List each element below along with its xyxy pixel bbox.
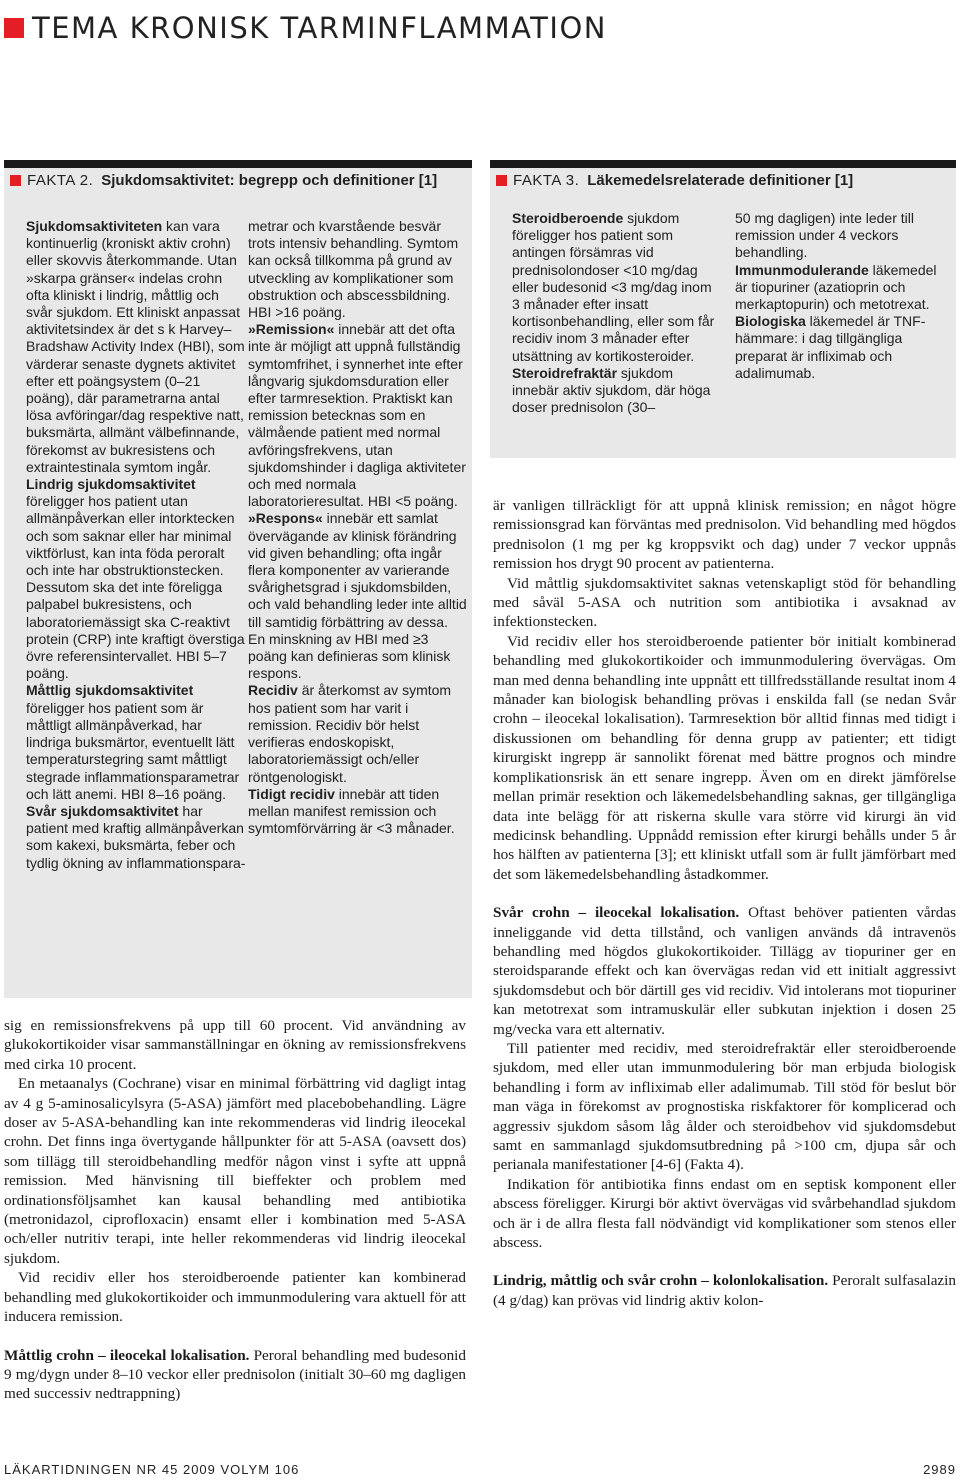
paragraph-text: innebär att tiden mellan manifest remission och symtomförvärring är <3 månader. (248, 785, 455, 837)
paragraph (26, 218, 246, 476)
fakta-2-column-1 (26, 218, 246, 872)
fakta-3-heading (490, 168, 956, 192)
fakta-3-column-2 (735, 210, 943, 382)
paragraph (248, 218, 468, 321)
paragraph (4, 1346, 466, 1404)
paragraph-text: Oftast behöver patienten vårdas inneliggande vid detta tillstånd, och vanligen används då intravenös behandling med högdos glukokortikoider. Tillägg av tiopuriner ger en steroidsparande effekt och kan övervägas redan vid ett initialt aggressivt sjukdomsdebut och bör därtill ges vid recidiv. Vid intolerans mot tiopuriner kan metotrexat som intramuskulär eller subkutan injektion i dosen 25 mg/vecka vara ett alternativ. (493, 904, 956, 1038)
paragraph (735, 262, 943, 314)
paragraph-lead: Biologiska (735, 313, 806, 330)
paragraph-text: läkemedel är TNF-hämmare: i dag tillgängliga preparat är infliximab och adalimumab. (735, 313, 926, 381)
paragraph (493, 632, 956, 884)
fakta-2-column-2 (248, 218, 468, 837)
paragraph-text: har patient med kraftig allmänpåverkan som kakexi, buksmärta, feber och tydlig ökning av inflammationspara- (26, 802, 246, 871)
paragraph-text: är återkomst av symtom hos patient som har varit i remission. Recidiv bör helst verifieras endoskopiskt, laboratoriemässigt och/eller röntgenologiskt. (248, 682, 452, 785)
paragraph-lead: Sjukdomsaktiviteten (26, 218, 163, 234)
paragraph-text: sig en remissionsfrekvens på upp till 60 procent. Vid användning av glukokortikoider visar sammanställningar en ökning av remissionsfrekvens med cirka 10 procent. (4, 1017, 466, 1073)
page-number: 2989 (923, 1462, 956, 1477)
paragraph (493, 1175, 956, 1253)
paragraph-text: Peroral behandling med budesonid 9 mg/dygn under 8–10 veckor eller prednisolon (initialt 30–60 mg dagligen med successiv nedtrappning) (4, 1346, 466, 1403)
paragraph (735, 313, 943, 382)
paragraph (26, 476, 246, 682)
paragraph (248, 786, 468, 838)
paragraph (26, 682, 246, 802)
paragraph-text: innebär att det ofta inte är möjligt att uppnå fullständig symtomfrihet, i synnerhet inte efter långvarig sjukdomsduration eller efter tarmresektion. Praktiskt kan remission betecknas som en välmående patient med normal avföringsfrekvens, utan sjukdomshinder i dagliga aktiviteter och med normala laboratorieresultat. HBI <5 poäng. (248, 321, 466, 510)
paragraph-text: sjukdom innebär aktiv sjukdom, där höga doser prednisolon (30– (512, 364, 711, 416)
red-square-icon (4, 18, 24, 38)
fakta-3-box (490, 160, 956, 458)
fakta-3-column-1 (512, 210, 718, 416)
fakta-3-label: FAKTA 3. (513, 171, 580, 189)
paragraph-text: föreligger hos patient utan allmänpåverkan eller intorktecken och som saknar eller har minimal viktförlust, kan inta föda peroralt och inte har obstruktionstecken. Dessutom ska det inte föreligga palpabel bukresistens, och laboratoriemässigt ska C-reaktivt protein (CRP) inte kraftigt överstiga övre referensintervallet. HBI 5–7 poäng. (26, 493, 245, 682)
paragraph-lead: Svår crohn – ileocekal lokalisation. (493, 904, 740, 922)
body-text-left (4, 1016, 466, 1404)
paragraph (493, 574, 956, 632)
paragraph (248, 510, 468, 682)
paragraph-text: Vid recidiv eller hos steroidberoende patienter kan kombinerad behandling med glukokortikoider och immunmodulering vara aktuell för att inducera remission. (4, 1269, 466, 1326)
paragraph (493, 496, 956, 574)
paragraph-lead: »Remission« (248, 321, 335, 338)
paragraph-lead: Måttlig crohn – ileocekal lokalisation. (4, 1346, 250, 1364)
paragraph-text: En metaanalys (Cochrane) visar en minimal förbättring vid dagligt intag av 4 g 5-aminosalicylsyra (5-ASA) jämfört med placebobehandling. Lägre doser av 5-ASA-behandling kan inte rekommenderas vid lindrig ileocekal crohn. Det finns inga övertygande hållpunkter för att 5-ASA (oavsett dos) som tillägg till steroidbehandling medför någon vinst i syfte att uppnå remission. Med hänvisning till bieffekter och problem med ordinationsföljsamhet kan kausal behandling med antibiotika (metronidazol, ciprofloxacin) ensamt eller i kombination med 5-ASA och/eller nutritiv terapi, inte heller rekommenderas vid lindrig ileocekal sjukdom. (4, 1075, 466, 1267)
paragraph (4, 1074, 466, 1268)
paragraph-lead: »Respons« (248, 510, 323, 527)
paragraph-text: är vanligen tillräckligt för att uppnå klinisk remission; en något högre remissionsgrad kan förväntas med prednisolon. Vid behandling med högdos prednisolon (1 mg per kg kroppsvikt och dag) under 7 veckor uppnås remission hos drygt 90 procent av patienterna. (493, 497, 956, 573)
paragraph (26, 803, 246, 872)
paragraph-lead: Tidigt recidiv (248, 785, 335, 802)
body-text-right (493, 496, 956, 1310)
page-title: TEMA KRONISK TARMINFLAMMATION (32, 11, 607, 45)
paragraph (735, 210, 943, 262)
red-square-icon (10, 175, 21, 186)
paragraph (4, 1016, 466, 1074)
paragraph-text: Vid måttlig sjukdomsaktivitet saknas vetenskapligt stöd för behandling med såväl 5-ASA och nutrition som antibiotika i avsaknad av infektionstecken. (493, 574, 956, 631)
paragraph-text: sjukdom föreligger hos patient som antingen försämras vid prednisolondoser <10 mg/dag eller budesonid <3 mg/dag inom 3 månader efter insatt kortisonbehandling, eller som får recidiv inom 3 månader efter utsättning av kortikosteroider. (512, 210, 715, 364)
fakta-2-box (4, 160, 472, 998)
paragraph-text: kan vara kontinuerlig (kroniskt aktiv crohn) eller skovvis återkommande. Utan »skarpa gränser« indelas crohn ofta kliniskt i lindrig, måttlig och svår sjukdom. Ett kliniskt anpassat aktivitetsindex är det s k Harvey–Bradshaw Activity Index (HBI), som värderar senaste dygnets aktivitet efter ett poängsystem (0–21 poäng), där parametrarna antal lösa avföringar/dag respektive natt, buksmärta, allmänt välbefinnande, förekomst av bukresistens och extraintestinala symtom ingår. (26, 218, 245, 475)
fakta-3-title: Läkemedelsrelaterade definitioner [1] (587, 171, 854, 189)
paragraph (512, 210, 718, 365)
fakta-2-heading (4, 168, 472, 192)
paragraph-text: innebär ett samlat övervägande av klinisk förändring vid given behandling; ofta ingår flera komponenter av varierande svårighetsgrad i sjukdomsbilden, och vald behandling leder inte alltid till samtidig förbättring av dessa. En minskning av HBI med ≥3 poäng kan definieras som klinisk respons. (248, 510, 467, 682)
paragraph-lead: Steroidberoende (512, 210, 624, 226)
paragraph (493, 903, 956, 1039)
paragraph (493, 1039, 956, 1175)
journal-footer: LÄKARTIDNINGEN NR 45 2009 VOLYM 106 (4, 1462, 300, 1477)
paragraph-text: 50 mg dagligen) inte leder till remission under 4 veckors behandling. (735, 210, 914, 261)
page-header (4, 8, 607, 48)
paragraph-text: Till patienter med recidiv, med steroidrefraktär eller steroidberoende sjukdom, med eller utan immunmodulering bör man erbjuda biologisk behandling i form av infliximab eller adalimumab. Till stöd för beslut bör man väga in förekomst av prognostiska riskfaktorer för komplicerad och aggressiv sjukdom såsom låg ålder och steroidbehov vid sjukdomsdebut samt en sammanlagd sjukdomsutbredning på >100 cm, djupa sår och perianala manifestationer [4-6] (Fakta 4). (493, 1039, 956, 1174)
red-square-icon (496, 175, 507, 186)
fakta-2-label: FAKTA 2. (27, 171, 94, 189)
paragraph (248, 321, 468, 510)
paragraph-text: Vid recidiv eller hos steroidberoende patienter bör initialt kombinerad behandling med glukokortikoider och immunmodulering övervägas. Om man med denna behandling inte uppnått ett tillfredsställande resultat inom 4 månader kan biologisk behandling prövas i enskilda fall (se nedan Svår crohn – ileocekal lokalisation). Tarmresektion bör alltid finnas med tidigt i diskussionen om behandling för denna grupp av patienter; ett tidigt kirurgiskt ingrepp är sannolikt förenat med bättre prognos och mindre komplikationsrisk än ett senare ingrepp. Även om en direkt jämförelse mellan primär resektion och läkemedelsbehandling saknas, ger tillgängliga data inte belägg för att riskerna skulle vara större vid kirurgi än vid medicinsk behandling. Uppnådd remission efter kirurgi behålls under 5 år hos hälften av patienterna [3]; ett kliniskt utfall som är fullt jämförbart med det som läkemedelsbehandling åstadkommer. (493, 632, 956, 883)
paragraph-text: Indikation för antibiotika finns endast om en septisk komponent eller abscess föreligger. Kirurgi bör aktivt övervägas vid svårbehandlad sjukdom och är i de allra flesta fall nödvändigt vid komplikationer som stenos eller abscess. (493, 1175, 956, 1252)
paragraph-text: föreligger hos patient som är måttligt allmänpåverkad, har lindriga buksmärtor, eventuellt lätt temperaturstegring samt måttligt stegrade inflammationsparametrar och lätt anemi. HBI 8–16 poäng. (26, 699, 240, 802)
paragraph-lead: Immunmodulerande (735, 261, 869, 278)
paragraph-lead: Recidiv (248, 682, 298, 699)
fakta-2-title: Sjukdomsaktivitet: begrepp och definitioner [1] (101, 171, 438, 189)
paragraph-lead: Måttlig sjukdomsaktivitet (26, 682, 194, 699)
paragraph (248, 682, 468, 785)
paragraph-text: läkemedel är tiopuriner (azatioprin och merkaptopurin) och metotrexat. (735, 261, 937, 313)
paragraph-lead: Svår sjukdomsaktivitet (26, 802, 179, 819)
paragraph (4, 1268, 466, 1326)
paragraph-text: metrar och kvarstående besvär trots intensiv behandling. Symtom kan också tillkomma på grund av utveckling av komplikationer som obstruktion och abscessbildning. HBI >16 poäng. (248, 218, 459, 321)
paragraph-lead: Lindrig sjukdomsaktivitet (26, 476, 196, 493)
paragraph-lead: Steroidrefraktär (512, 364, 618, 381)
paragraph-lead: Lindrig, måttlig och svår crohn – kolonlokalisation. (493, 1272, 829, 1290)
paragraph (493, 1271, 956, 1310)
paragraph-text: Peroralt sulfasalazin (4 g/dag) kan prövas vid lindrig aktiv kolon- (493, 1272, 956, 1309)
paragraph (512, 365, 718, 417)
